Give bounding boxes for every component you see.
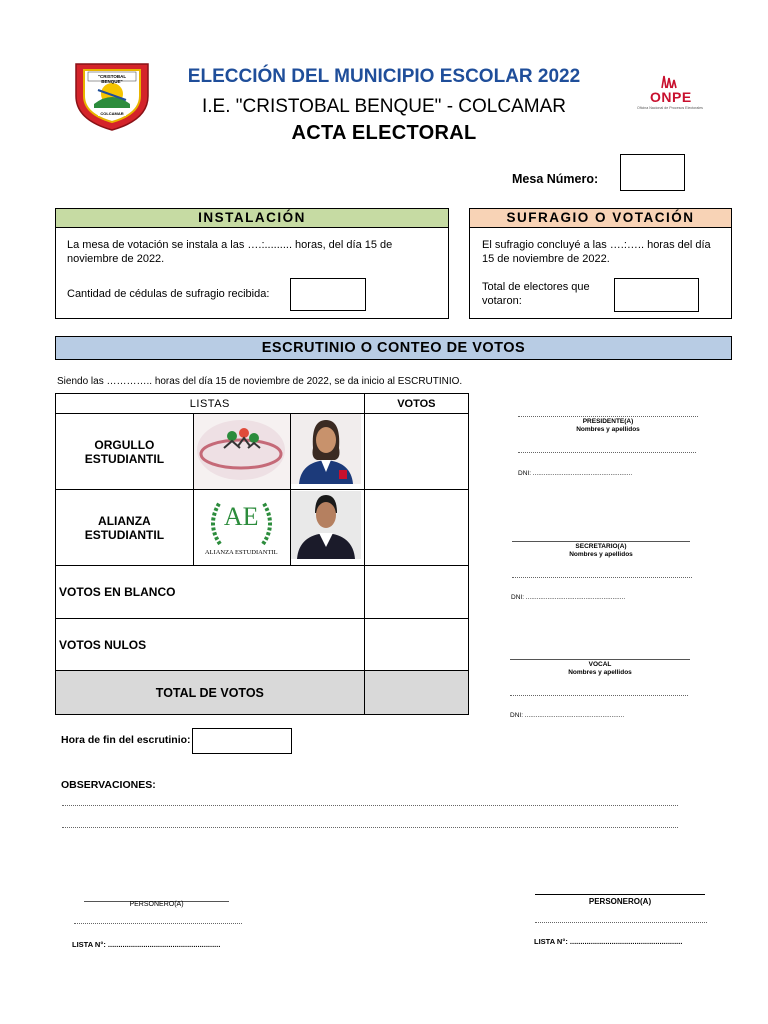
personero-left-names-line[interactable] [74,923,242,924]
presidente-names-label: Nombres y apellidos [576,426,640,433]
secretario-role: SECRETARIO(A) [575,543,627,550]
mesa-label: Mesa Número: [512,172,599,186]
instalacion-text: La mesa de votación se instala a las ….:......... horas, del día 15 de noviembre de 2022. [67,239,393,265]
votos-header: VOTOS [364,394,468,414]
alianza-logo-letters: AE [223,501,259,531]
personero-left-lista[interactable]: LISTA N°: ...................................................... [72,940,221,949]
observaciones-line-2[interactable] [62,827,678,828]
blanco-votes-input[interactable] [364,566,468,619]
alianza-logo [193,490,290,566]
secretario-names-label: Nombres y apellidos [569,551,633,558]
electores-input[interactable] [614,278,699,312]
table-row [56,671,469,715]
total-votes-input[interactable] [364,671,468,715]
secretario-dni[interactable]: DNI: ....................................................... [511,594,626,601]
secretario-names-line[interactable] [512,577,692,578]
electores-label: Total de electores que votaron: [482,281,590,307]
cedulas-input[interactable] [290,278,366,311]
alianza-votes-input[interactable] [364,490,468,566]
escrutinio-intro: Siendo las ………….. horas del día 15 de noviembre de 2022, se da inicio al ESCRUTINIO. [57,376,463,387]
table-row [56,490,469,566]
vocal-signature-line[interactable] [510,659,690,660]
alianza-candidate-photo [290,490,364,566]
table-row [56,414,469,490]
alianza-estudiantil-label: ALIANZA ESTUDIANTIL [56,490,194,566]
cedulas-label: Cantidad de cédulas de sufragio recibida: [67,288,270,300]
observaciones-line-1[interactable] [62,805,678,806]
presidente-dni[interactable]: DNI: ....................................................... [518,470,633,477]
sufragio-title: SUFRAGIO O VOTACIÓN [469,208,732,228]
onpe-caption: Oficina Nacional de Procesos Electorales [637,106,703,110]
presidente-signature-line[interactable] [518,416,698,417]
vocal-dni[interactable]: DNI: ....................................................... [510,712,625,719]
sufragio-text: El sufragio concluyé a las ….:….. horas del día 15 de noviembre de 2022. [482,239,711,265]
orgullo-candidate-photo [290,414,364,490]
nulos-votes-input[interactable] [364,619,468,671]
presidente-role: PRESIDENTE(A) [582,418,634,425]
personero-right-role: PERSONERO(A) [588,897,652,906]
personero-left-role: PERSONERO(A) [129,901,184,908]
listas-header: LISTAS [56,394,365,414]
total-votos-label: TOTAL DE VOTOS [56,671,365,715]
secretario-signature-line[interactable] [512,541,690,542]
crest-bottom-text: COLCAMAR [100,111,124,116]
school-name: I.E. "CRISTOBAL BENQUE" - COLCAMAR [201,96,566,117]
personero-right-signature-line[interactable] [535,894,705,895]
orgullo-logo [193,414,290,490]
votos-nulos-label: VOTOS NULOS [56,619,365,671]
personero-right-lista[interactable]: LISTA N°: ...................................................... [534,937,683,946]
hora-fin-label: Hora de fin del escrutinio: [61,734,191,746]
election-title: ELECCIÓN DEL MUNICIPIO ESCOLAR 2022 [187,66,581,87]
alianza-logo-caption: ALIANZA ESTUDIANTIL [204,548,278,556]
table-row [56,619,469,671]
orgullo-estudiantil-label: ORGULLO ESTUDIANTIL [56,414,194,490]
instalacion-title: INSTALACIÓN [55,208,449,228]
hora-fin-input[interactable] [192,728,292,754]
mesa-number-input[interactable] [620,154,685,191]
vocal-role: VOCAL [588,661,612,668]
votos-blanco-label: VOTOS EN BLANCO [56,566,365,619]
orgullo-votes-input[interactable] [364,414,468,490]
document-title: ACTA ELECTORAL [291,122,477,144]
votes-table [55,393,469,715]
observaciones-label: OBSERVACIONES: [61,779,156,791]
presidente-names-line[interactable] [518,452,696,453]
vocal-names-label: Nombres y apellidos [568,669,632,676]
escrutinio-title: ESCRUTINIO O CONTEO DE VOTOS [55,336,732,360]
crest-top-text: "CRISTOBAL BENQUE" [97,74,127,84]
table-row [56,566,469,619]
onpe-logo-text: ONPE [650,89,692,105]
vocal-names-line[interactable] [510,695,688,696]
personero-right-names-line[interactable] [535,922,707,923]
